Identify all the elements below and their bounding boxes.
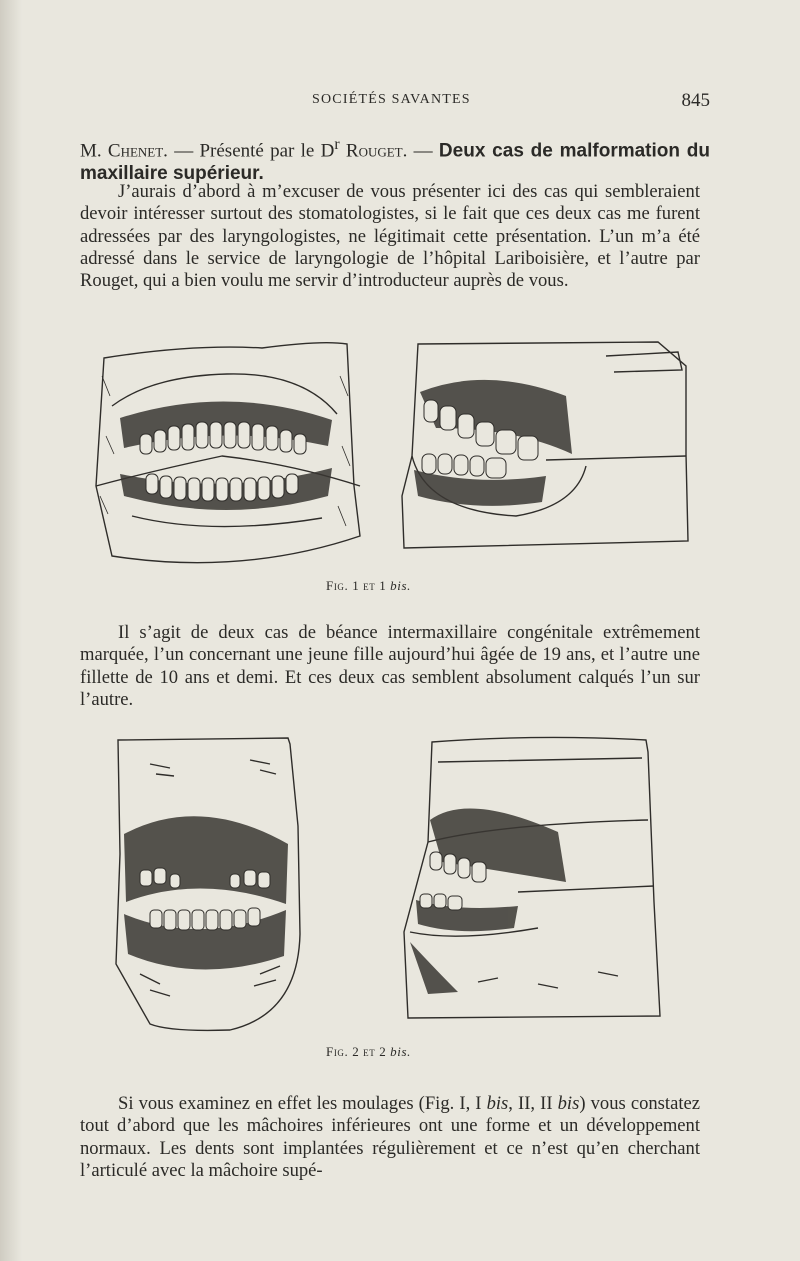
paragraph-examination xyxy=(80,1093,700,1182)
figure-2-caption-bis: bis. xyxy=(390,1044,411,1059)
paragraph-cases: Il s’agit de deux cas de béance intermaxillaire congénitale extrêmement marquée, l’un concernant une jeune fille aujourd’hui âgée de 19 ans, et l’autre une fillette de 10 ans et demi. Et ces deux cas semblent absolument calqués l’un sur l’autre. xyxy=(80,622,700,710)
paragraph-examination-bis1: bis xyxy=(486,1093,509,1114)
heading-dash: — xyxy=(407,140,439,162)
figure-1-caption-text: Fig. 1 et 1 xyxy=(326,578,391,593)
figure-2-caption-text: Fig. 2 et 2 xyxy=(326,1044,391,1059)
paragraph-examination-part3: ) vous constatez tout d’abord que les mâchoires inférieures ont une forme et un développement normaux. Les dents sont implantées régulièrement et ce n’est qu’en cherchant l’articulé avec la mâchoire supé- xyxy=(80,1093,700,1181)
doctor-superscript: r xyxy=(334,136,340,153)
article-heading xyxy=(80,133,710,185)
running-title: SOCIÉTÉS SAVANTES xyxy=(312,92,471,107)
figure-2-lateral-cast xyxy=(398,732,668,1024)
figure-1-caption xyxy=(326,578,411,594)
figure-2-frontal-cast xyxy=(110,734,306,1034)
article-title: Deux cas de malformation du maxillaire supérieur. xyxy=(80,140,711,185)
figure-1-lateral-cast xyxy=(396,336,692,556)
paragraph-examination-bis2: bis xyxy=(557,1093,580,1114)
figure-1-frontal-cast xyxy=(92,336,364,572)
page-edge-shadow xyxy=(0,0,22,1261)
figure-2-caption xyxy=(326,1044,411,1060)
paragraph-examination-part1: Si vous examinez en effet les moulages (Fig. I, I xyxy=(118,1093,487,1114)
page-number: 845 xyxy=(681,90,710,111)
author-name: M. Chenet. xyxy=(80,140,168,162)
figure-1-caption-bis: bis. xyxy=(390,578,411,593)
paragraph-intro: J’aurais d’abord à m’excuser de vous présenter ici des cas qui sembleraient devoir intéresser surtout des stomatologistes, si le fait que ces deux cas me furent adressées par des laryngologistes, ne légitimait cette présentation. L’un m’a été adressé dans le service de laryngologie de l’hôpital Lariboisière, et l’autre par Rouget, qui a bien voulu me servir d’introducteur auprès de vous. xyxy=(80,181,700,292)
paragraph-examination-part2: , II, II xyxy=(508,1093,558,1114)
running-head xyxy=(80,90,710,114)
heading-separator: — Présenté par le D xyxy=(167,140,335,162)
presenter-name: Rouget. xyxy=(339,140,408,162)
